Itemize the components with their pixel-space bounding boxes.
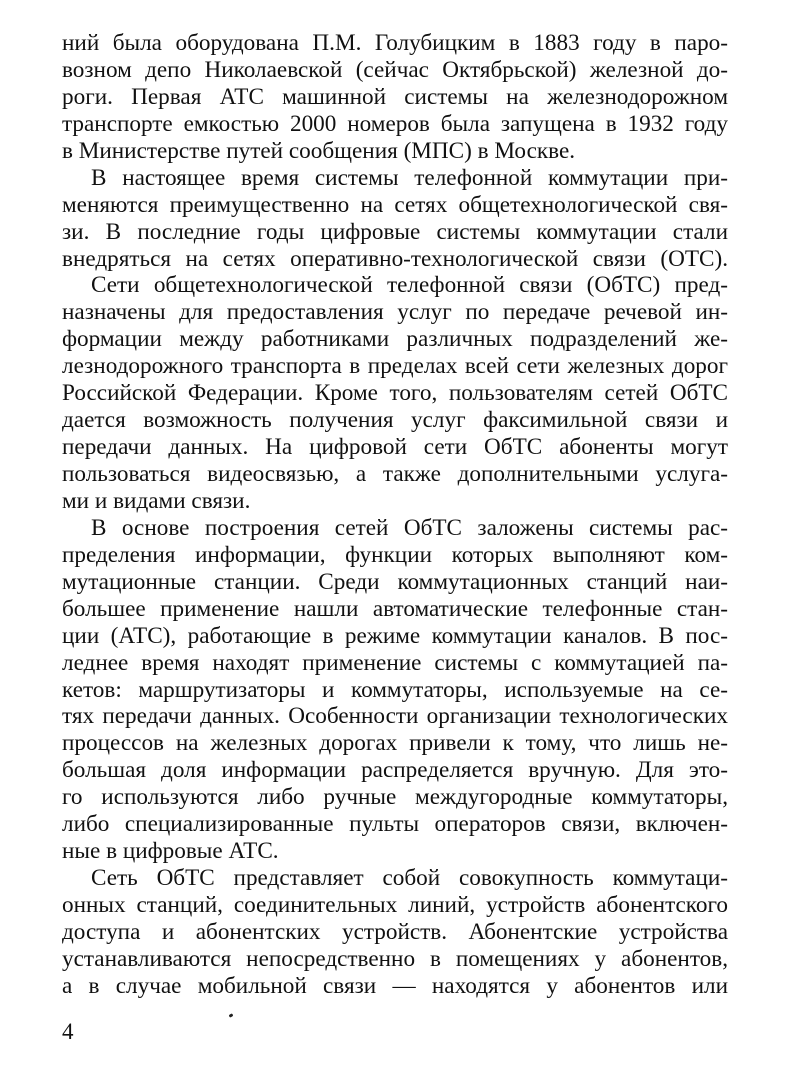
text-line: В настоящее время системы телефонной коммутации при- <box>91 164 728 191</box>
paragraph <box>62 865 728 1000</box>
text-line: меняются преимущественно на сетях общетехнологической свя- <box>62 191 728 218</box>
text-line: ные в цифровые АТС. <box>62 838 279 865</box>
paragraph <box>62 30 728 165</box>
text-line: назначены для предоставления услуг по передаче речевой ин- <box>62 299 728 326</box>
paragraph <box>62 515 728 865</box>
text-line: либо специализированные пульты операторов связи, включен- <box>62 811 728 838</box>
text-line: а в случае мобильной связи — находятся у абонентов или <box>62 972 728 999</box>
page-body <box>62 30 728 1000</box>
text-line: возном депо Николаевской (сейчас Октябрьской) железной до- <box>62 56 728 83</box>
text-line: пределения информации, функции которых выполняют ком- <box>62 541 728 568</box>
text-line: го используются либо ручные междугородные коммутаторы, <box>62 784 728 811</box>
text-line: ми и видами связи. <box>62 487 251 514</box>
text-line: В основе построения сетей ОбТС заложены системы рас- <box>91 514 728 541</box>
text-line: зи. В последние годы цифровые системы коммутации стали <box>62 218 728 245</box>
text-line: формации между работниками различных подразделений же- <box>62 326 728 353</box>
ink-speck <box>229 1013 234 1018</box>
text-line: процессов на железных дорогах привели к тому, что лишь не- <box>62 730 728 757</box>
text-line: ции (АТС), работающие в режиме коммутации каналов. В пос- <box>62 622 728 649</box>
text-line: дается возможность получения услуг факсимильной связи и <box>62 407 728 434</box>
text-line: транспорте емкостью 2000 номеров была запущена в 1932 году <box>62 110 728 137</box>
page-number: 4 <box>62 1019 74 1044</box>
text-line: тях передачи данных. Особенности организации технологических <box>62 703 728 730</box>
text-line: Сети общетехнологической телефонной связи (ОбТС) пред- <box>91 272 728 299</box>
text-line: мутационные станции. Среди коммутационных станций наи- <box>62 568 728 595</box>
paragraph <box>62 165 728 273</box>
text-line: кетов: маршрутизаторы и коммутаторы, используемые на се- <box>62 676 728 703</box>
text-line: лезнодорожного транспорта в пределах всей сети железных дорог <box>62 353 728 380</box>
text-line: доступа и абонентских устройств. Абонентские устройства <box>62 918 728 945</box>
text-line: онных станций, соединительных линий, устройств абонентского <box>62 892 728 918</box>
paragraph <box>62 272 728 514</box>
text-line: большая доля информации распределяется вручную. Для это- <box>62 757 728 784</box>
text-line: внедряться на сетях оперативно-технологической связи (ОТС). <box>62 245 728 272</box>
text-line: устанавливаются непосредственно в помещениях у абонентов, <box>62 945 728 972</box>
text-line: пользоваться видеосвязью, а также дополнительными услуга- <box>62 461 728 487</box>
text-line: леднее время находят применение системы с коммутацией па- <box>62 649 728 676</box>
text-line: роги. Первая АТС машинной системы на железнодорожном <box>62 83 728 110</box>
text-line: Российской Федерации. Кроме того, пользователям сетей ОбТС <box>62 380 728 407</box>
text-line: ний была оборудована П.М. Голубицким в 1883 году в паро- <box>62 30 728 56</box>
text-line: Сеть ОбТС представляет собой совокупность коммутаци- <box>91 865 728 892</box>
text-line: большее применение нашли автоматические телефонные стан- <box>62 595 728 622</box>
text-line: в Министерстве путей сообщения (МПС) в Москве. <box>62 137 576 164</box>
text-line: передачи данных. На цифровой сети ОбТС абоненты могут <box>62 434 728 461</box>
